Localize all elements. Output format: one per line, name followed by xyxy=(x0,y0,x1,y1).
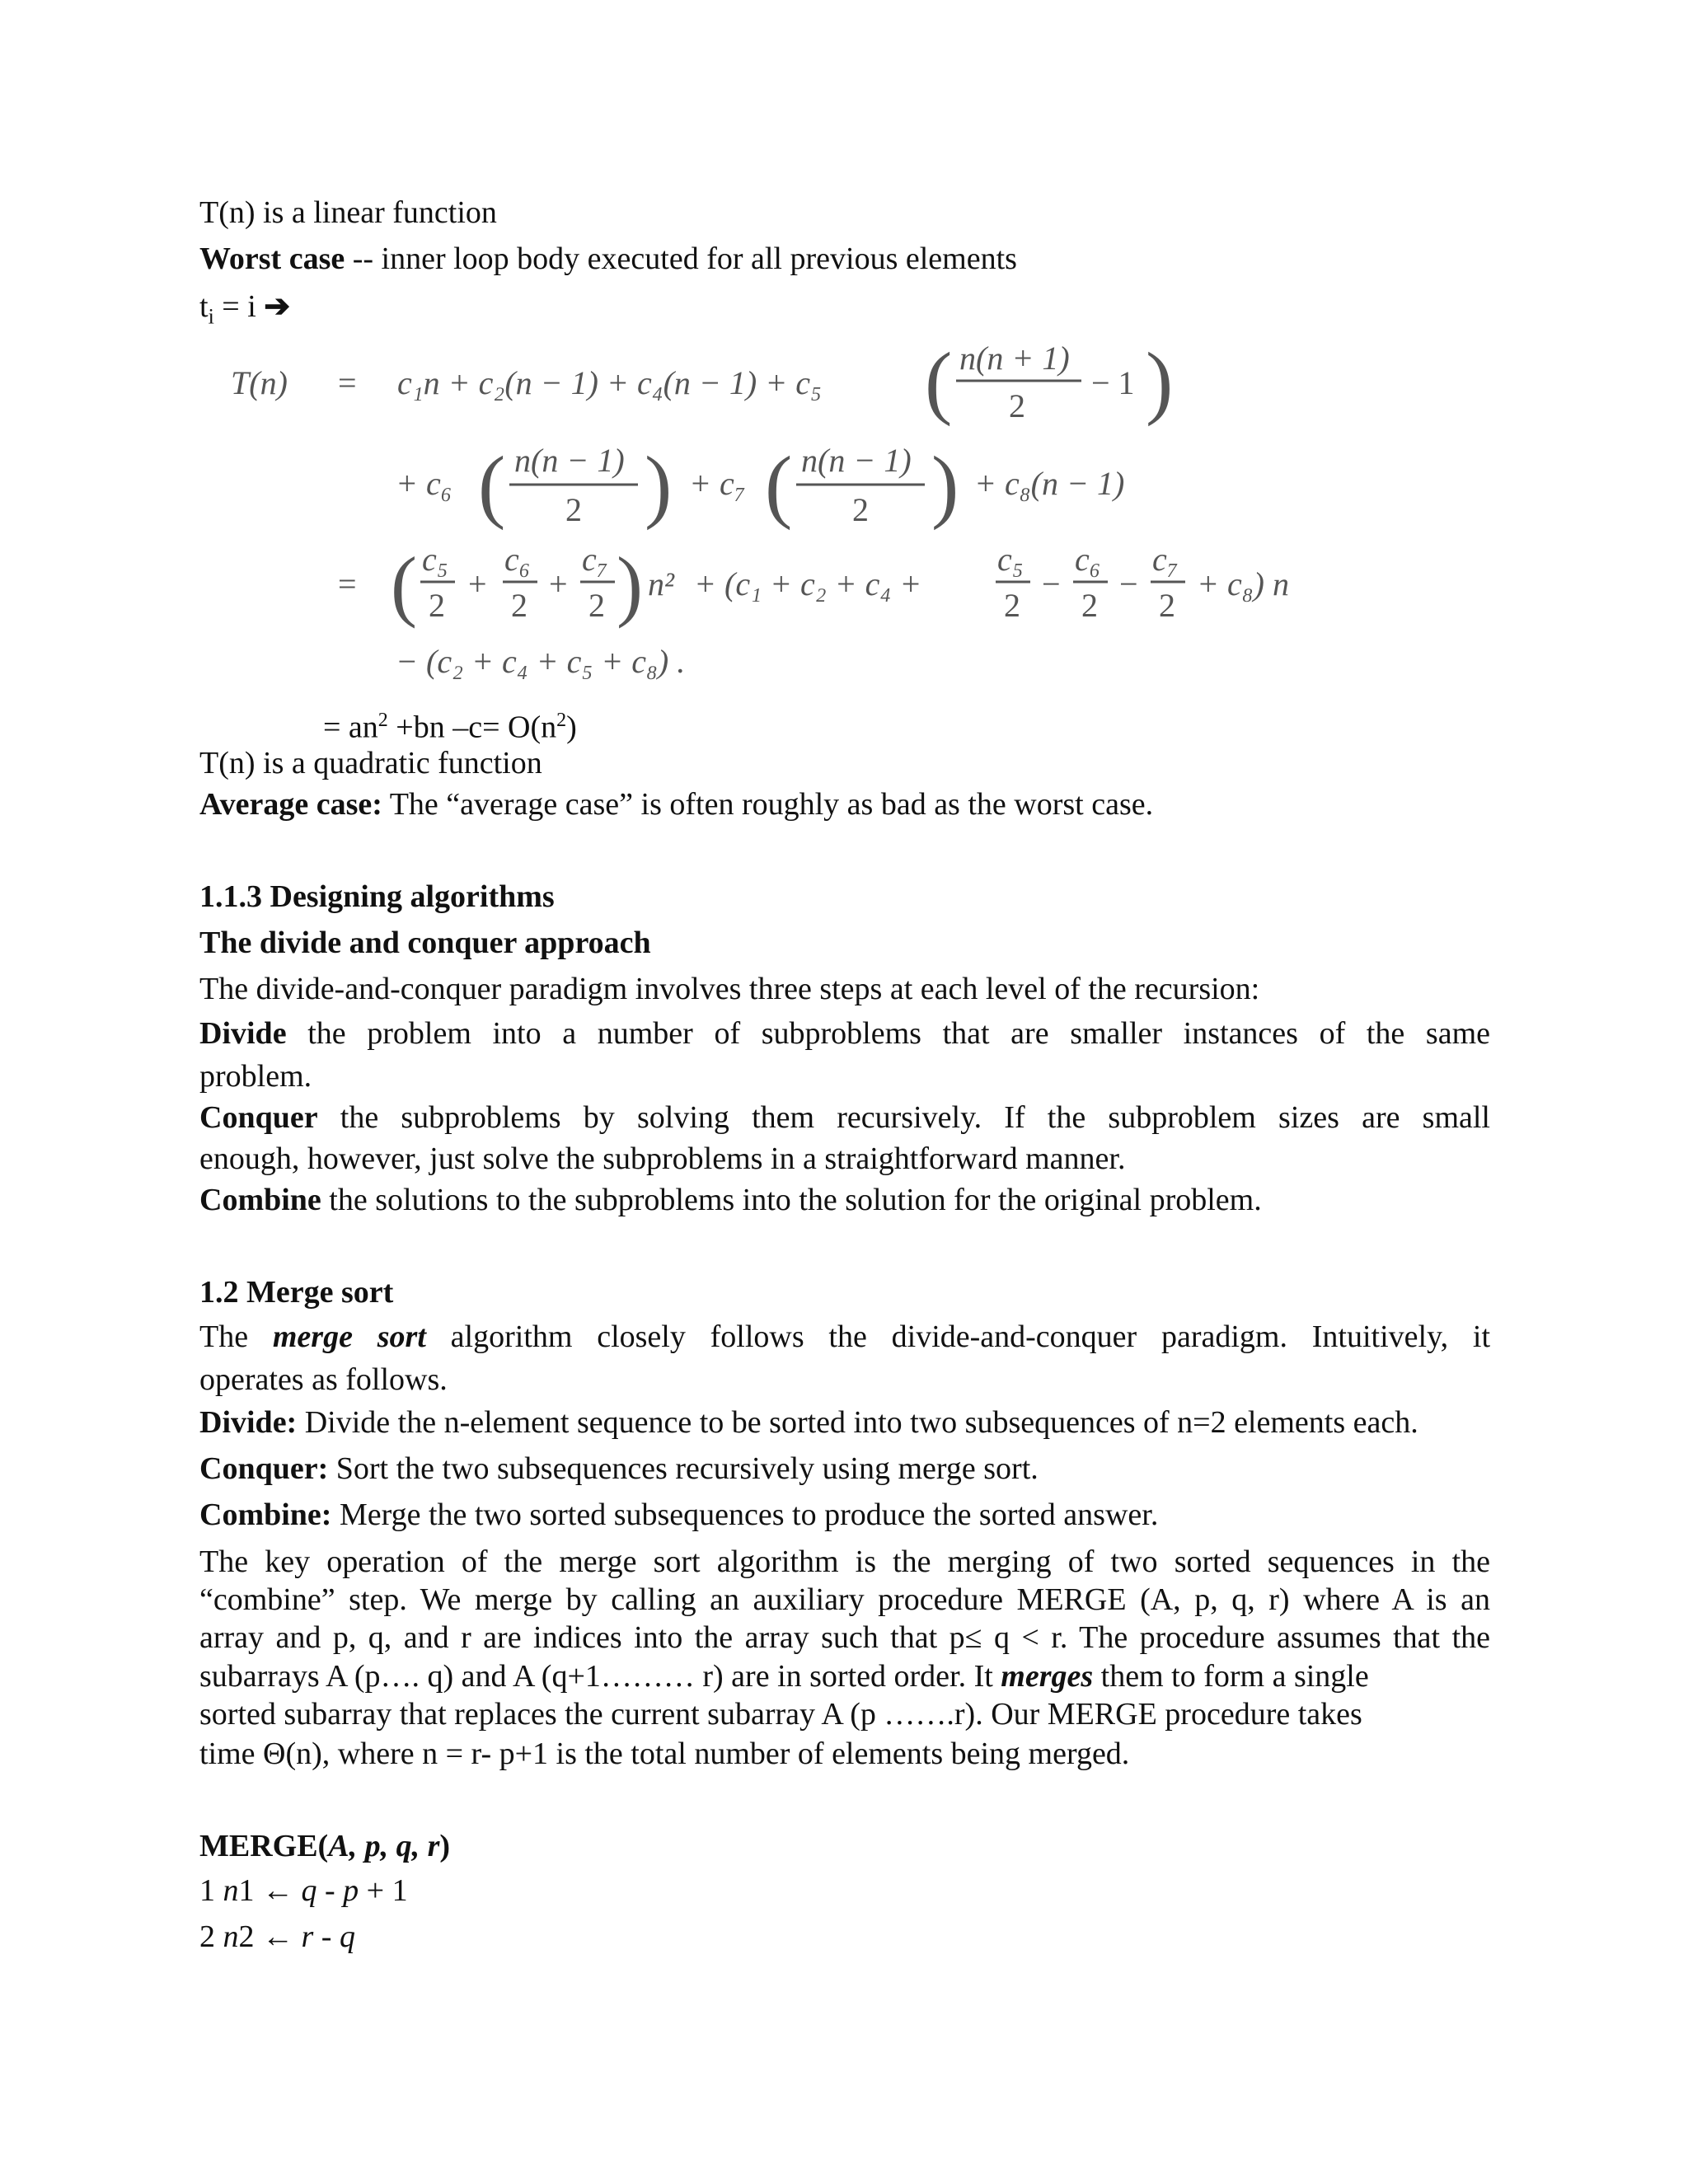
eq-r3-c7: c₇ xyxy=(582,541,608,578)
worst-case-line xyxy=(199,241,1017,277)
ms-combine-line xyxy=(199,1497,1158,1533)
merge-proc-line-2 xyxy=(199,1919,355,1955)
svg-text:+: + xyxy=(549,565,568,602)
result-a: = an xyxy=(323,710,378,745)
eq-r3-c5: c₅ xyxy=(422,541,448,578)
eq-row2-b: + c₇ xyxy=(689,465,746,502)
eq-frac1-den: 2 xyxy=(1009,387,1025,424)
eq-r3-two-6: 2 xyxy=(1159,587,1175,624)
mp1-tail: + 1 xyxy=(359,1873,408,1908)
section-heading-113 xyxy=(199,879,555,915)
best-case-note: T(n) is a linear function xyxy=(199,195,497,230)
eq-r3-n2: n² xyxy=(648,565,674,602)
merge-proc-heading xyxy=(199,1828,450,1864)
key-op-line-4 xyxy=(199,1658,1369,1694)
eq-row2-a: + c₆ xyxy=(396,465,452,502)
conquer-text-1: the subproblems by solving them recursively. If the subproblem sizes are small xyxy=(317,1100,1490,1135)
result-sup1: 2 xyxy=(377,710,388,731)
merge-proc-name: MERGE( xyxy=(199,1829,329,1863)
key-op-4b: them to form a single xyxy=(1093,1659,1369,1694)
mp1-expr: q - p xyxy=(301,1873,359,1908)
section-113-text: 1.1.3 Designing algorithms xyxy=(199,879,555,914)
ms-divide-text: Divide the n-element sequence to be sorted into two subsequences of n=2 elements each. xyxy=(297,1405,1418,1440)
eq-equals-2: = xyxy=(338,565,357,602)
ms-combine-text: Merge the two sorted subsequences to produce the sorted answer. xyxy=(331,1497,1159,1532)
merge-proc-args: A, p, q, r xyxy=(328,1829,440,1863)
eq-row2-c: + c₈(n − 1) xyxy=(974,465,1125,502)
svg-text:(: ( xyxy=(925,335,953,427)
result-c: ) xyxy=(566,710,577,745)
result-b: +bn –c= O(n xyxy=(387,710,557,745)
key-op-line-1: The key operation of the merge sort algorithm is the merging of two sorted sequences in the xyxy=(199,1544,1490,1579)
dc-heading xyxy=(199,925,651,961)
worst-case-label: Worst case xyxy=(199,241,345,276)
key-op-line-5: sorted subarray that replaces the current subarray A (p …….r). Our MERGE procedure takes xyxy=(199,1697,1362,1732)
combine-line xyxy=(199,1182,1262,1218)
svg-text:): ) xyxy=(1146,335,1174,427)
eq-minus1: − 1 xyxy=(1091,364,1135,401)
eq-frac3-num: n(n − 1) xyxy=(801,442,912,479)
eq-r3-two-5: 2 xyxy=(1081,587,1098,624)
eq-lhs: T(n) xyxy=(231,364,288,401)
ms-conquer-text: Sort the two subsequences recursively using merge sort. xyxy=(328,1451,1039,1486)
ms-divide-line xyxy=(199,1404,1418,1441)
ti-line xyxy=(199,288,290,335)
worst-note: T(n) is a quadratic function xyxy=(199,746,542,780)
section-heading-12 xyxy=(199,1274,393,1310)
eq-equals-1: = xyxy=(338,364,357,401)
eq-row4: − (c₂ + c₄ + c₅ + c₈) . xyxy=(396,643,686,680)
eq-row1: c₁n + c₂(n − 1) + c₄(n − 1) + c₅ xyxy=(397,364,822,401)
svg-text:+: + xyxy=(468,565,487,602)
result-line xyxy=(323,702,577,746)
merge-proc-line-1 xyxy=(199,1872,408,1909)
average-case-label: Average case: xyxy=(199,787,382,822)
worst-case-text: -- inner loop body executed for all previous elements xyxy=(345,241,1017,276)
key-op-line-2: “combine” step. We merge by calling an auxiliary procedure MERGE (A, p, q, r) where A is an xyxy=(199,1582,1490,1617)
eq-r3-two-4: 2 xyxy=(1004,587,1020,624)
svg-text:(: ( xyxy=(478,439,506,531)
svg-text:−: − xyxy=(1042,565,1061,602)
mp2-num: 2 xyxy=(199,1919,223,1954)
ms-combine-label: Combine: xyxy=(199,1497,332,1532)
ms-intro-line-2: operates as follows. xyxy=(199,1362,448,1397)
dc-intro: The divide-and-conquer paradigm involves three steps at each level of the recursion: xyxy=(199,972,1260,1006)
eq-r3-c5b: c₅ xyxy=(997,541,1024,578)
right-arrow-icon: ➔ xyxy=(264,289,291,324)
eq-r3-c7b: c₇ xyxy=(1152,541,1179,578)
svg-text:): ) xyxy=(931,439,959,531)
average-case-line xyxy=(199,786,1153,823)
combine-label: Combine xyxy=(199,1183,321,1217)
eq-frac2-num: n(n − 1) xyxy=(514,442,625,479)
worst-case-equation xyxy=(216,330,1362,692)
mp1-var: n xyxy=(223,1873,239,1908)
key-op-4a: subarrays A (p…. q) and A (q+1……… r) are in sorted order. It xyxy=(199,1659,1001,1694)
ti-t: t xyxy=(199,289,209,324)
eq-frac2-den: 2 xyxy=(565,491,582,528)
section-12-text: 1.2 Merge sort xyxy=(199,1275,394,1310)
ti-sub: i xyxy=(208,304,214,329)
result-sup2: 2 xyxy=(556,710,567,731)
combine-text: the solutions to the subproblems into the solution for the original problem. xyxy=(321,1183,1262,1217)
key-op-4em: merges xyxy=(1001,1659,1094,1694)
mp2-expr: r - q xyxy=(301,1919,355,1954)
svg-text:−: − xyxy=(1119,565,1138,602)
eq-r3-mid: + (c₁ + c₂ + c₄ + xyxy=(694,565,922,602)
svg-text:(: ( xyxy=(391,541,417,629)
ms-intro-em: merge sort xyxy=(272,1319,426,1354)
divide-text-1: the problem into a number of subproblems that are smaller instances of the same xyxy=(286,1016,1490,1051)
conquer-line-1 xyxy=(199,1098,1490,1137)
svg-text:): ) xyxy=(645,439,673,531)
average-case-text: The “average case” is often roughly as bad as the worst case. xyxy=(382,787,1154,822)
ms-intro-line-1 xyxy=(199,1317,1490,1357)
conquer-line-2: enough, however, just solve the subproblems in a straightforward manner. xyxy=(199,1141,1126,1176)
ti-rest: = i xyxy=(213,289,265,324)
ms-divide-label: Divide: xyxy=(199,1405,298,1440)
svg-text:): ) xyxy=(617,541,643,629)
eq-r3-two-1: 2 xyxy=(429,587,445,624)
mp2-rest: 2 ← xyxy=(238,1919,302,1954)
mp2-var: n xyxy=(223,1919,239,1954)
dc-heading-text: The divide and conquer approach xyxy=(199,926,651,960)
ms-intro-b: algorithm closely follows the divide-and-conquer paradigm. Intuitively, it xyxy=(425,1319,1491,1354)
eq-r3-end: + c₈) n xyxy=(1197,565,1289,602)
ms-intro-a: The xyxy=(199,1319,273,1354)
eq-r3-two-3: 2 xyxy=(588,587,605,624)
divide-line-1 xyxy=(199,1014,1490,1053)
eq-r3-two-2: 2 xyxy=(511,587,528,624)
mp1-rest: 1 ← xyxy=(238,1873,302,1908)
svg-text:(: ( xyxy=(765,439,793,531)
ms-conquer-label: Conquer: xyxy=(199,1451,329,1486)
mp1-num: 1 xyxy=(199,1873,223,1908)
divide-line-2: problem. xyxy=(199,1059,312,1094)
conquer-label: Conquer xyxy=(199,1100,318,1135)
eq-frac3-den: 2 xyxy=(852,491,869,528)
eq-r3-c6b: c₆ xyxy=(1075,541,1101,578)
merge-proc-close: ) xyxy=(439,1829,451,1863)
eq-r3-c6: c₆ xyxy=(504,541,531,578)
ms-conquer-line xyxy=(199,1451,1039,1487)
key-op-line-6: time Θ(n), where n = r- p+1 is the total number of elements being merged. xyxy=(199,1736,1130,1771)
divide-label: Divide xyxy=(199,1016,287,1051)
eq-frac1-num: n(n + 1) xyxy=(959,340,1070,377)
key-op-line-3: array and p, q, and r are indices into the array such that p≤ q < r. The procedure assumes that the xyxy=(199,1620,1490,1655)
